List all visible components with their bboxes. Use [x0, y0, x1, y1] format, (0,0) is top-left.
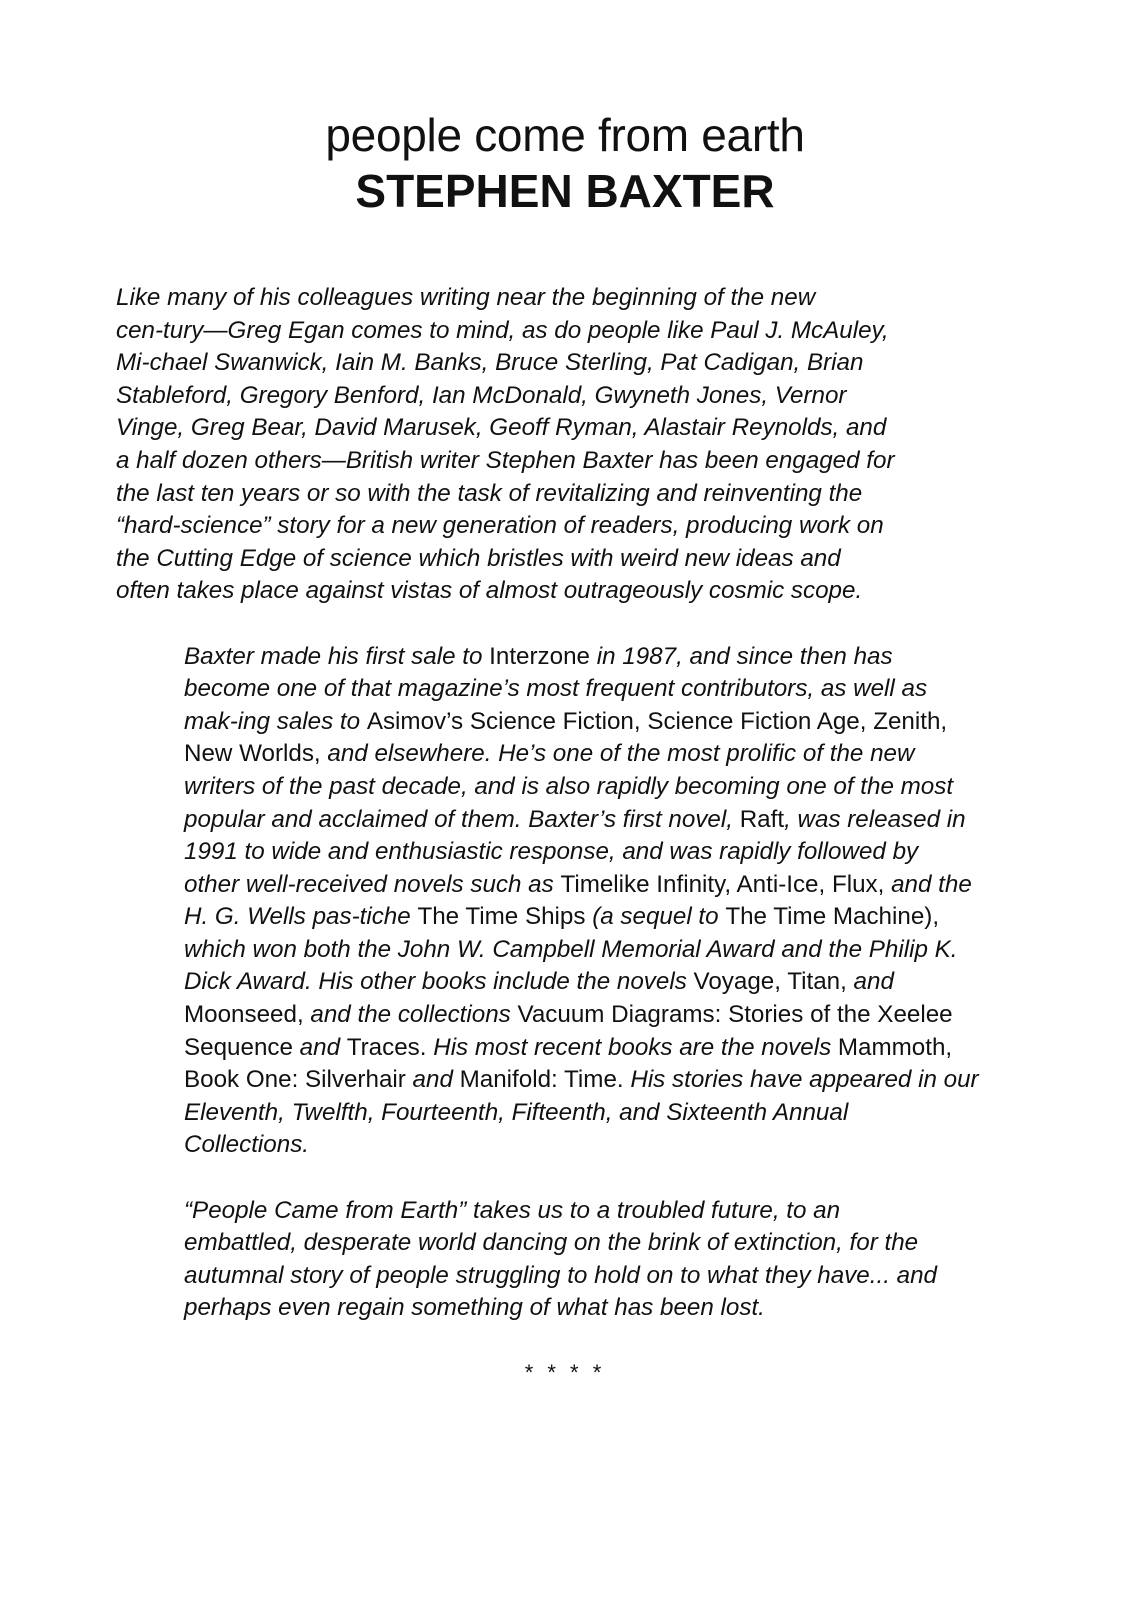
- text-line: [116, 1032, 1021, 1065]
- text-line: [116, 999, 1021, 1032]
- text-line: 1991 to wide and enthusiastic response, and was rapidly followed by: [184, 838, 919, 866]
- section-separator: * * * *: [524, 1360, 606, 1385]
- intro-paragraph-3: [116, 1195, 1021, 1325]
- text-run: popular and acclaimed of them. Baxter’s first novel,: [184, 805, 740, 833]
- text-run: in 1987, and since then has: [590, 642, 893, 670]
- text-run: other well-received novels such as: [184, 870, 561, 898]
- title-reference: Traces.: [346, 1033, 427, 1061]
- text-line: Stableford, Gregory Benford, Ian McDonald, Gwyneth Jones, Vernor: [116, 381, 847, 409]
- text-line: [116, 641, 1021, 674]
- title-reference: Moonseed,: [184, 1001, 304, 1029]
- text-line: often takes place against vistas of almost outrageously cosmic scope.: [116, 577, 863, 605]
- title-reference: Mammoth,: [837, 1033, 953, 1061]
- text-line: Like many of his colleagues writing near the beginning of the new: [116, 284, 816, 311]
- text-run: , was released in: [784, 805, 966, 833]
- text-line: Mi-chael Swanwick, Iain M. Banks, Bruce Sterling, Pat Cadigan, Brian: [116, 349, 864, 377]
- text-run: (a sequel to: [585, 903, 726, 931]
- text-line: Vinge, Greg Bear, David Marusek, Geoff Ryman, Alastair Reynolds, and: [116, 414, 887, 442]
- text-run: and: [292, 1033, 347, 1061]
- text-run: and elsewhere. He’s one of the most prolific of the new: [320, 740, 915, 768]
- text-line: Collections.: [184, 1131, 310, 1159]
- text-line: “hard-science” story for a new generation of readers, producing work on: [116, 512, 884, 540]
- title-reference: The Time Ships: [417, 903, 586, 931]
- text-line: [116, 706, 1021, 739]
- text-run: His stories have appeared in our: [623, 1066, 979, 1094]
- text-line: a half dozen others—British writer Stephen Baxter has been engaged for: [116, 446, 895, 474]
- text-line: [116, 738, 1021, 771]
- text-run: and the collections: [303, 1001, 518, 1029]
- text-line: which won both the John W. Campbell Memorial Award and the Philip K.: [184, 935, 958, 963]
- text-run: Baxter made his first sale to: [184, 642, 490, 670]
- text-line: “People Came from Earth” takes us to a troubled future, to an: [184, 1196, 841, 1224]
- text-line: become one of that magazine’s most frequent contributors, as well as: [184, 675, 928, 703]
- title-reference: Asimov’s Science Fiction, Science Fiction Age, Zenith,: [366, 707, 948, 735]
- title-reference: Book One: Silverhair: [184, 1066, 406, 1094]
- text-run: ),: [924, 903, 940, 931]
- text-line: the last ten years or so with the task of revitalizing and reinventing the: [116, 479, 863, 507]
- title-reference: Interzone: [489, 642, 591, 670]
- title-reference: Voyage, Titan,: [693, 968, 847, 996]
- text-line: autumnal story of people struggling to hold on to what they have... and: [184, 1261, 937, 1289]
- text-line: [116, 869, 1021, 902]
- author-name: STEPHEN BAXTER: [355, 165, 775, 217]
- title-reference: Manifold: Time.: [459, 1066, 624, 1094]
- title-reference: New Worlds,: [184, 740, 321, 768]
- text-run: mak-ing sales to: [184, 707, 367, 735]
- title-reference: Sequence: [184, 1033, 293, 1061]
- text-line: perhaps even regain something of what has been lost.: [184, 1294, 765, 1322]
- text-line: [116, 1064, 1021, 1097]
- text-run: and the: [884, 870, 972, 898]
- title-reference: Timelike Infinity, Anti-Ice, Flux,: [560, 870, 885, 898]
- text-run: H. G. Wells pas-tiche: [184, 903, 418, 931]
- text-run: Dick Award. His other books include the novels: [184, 968, 694, 996]
- text-line: [116, 966, 1021, 999]
- title-reference: The Time Machine: [725, 903, 925, 931]
- text-line: embattled, desperate world dancing on the brink of extinction, for the: [184, 1229, 919, 1257]
- intro-paragraph-1: [116, 282, 1021, 608]
- text-run: His most recent books are the novels: [426, 1033, 838, 1061]
- text-line: cen-tury—Greg Egan comes to mind, as do people like Paul J. McAuley,: [116, 316, 889, 344]
- text-line: Eleventh, Twelfth, Fourteenth, Fifteenth, and Sixteenth Annual: [184, 1098, 849, 1126]
- text-line: writers of the past decade, and is also rapidly becoming one of the most: [184, 772, 954, 800]
- title-reference: Raft: [739, 805, 785, 833]
- title-reference: Vacuum Diagrams: Stories of the Xeelee: [517, 1001, 953, 1029]
- text-line: the Cutting Edge of science which bristles with weird new ideas and: [116, 544, 841, 572]
- intro-paragraph-2: [116, 641, 1021, 1163]
- text-run: and: [405, 1066, 460, 1094]
- text-run: and: [846, 968, 894, 996]
- story-title: people come from earth: [325, 109, 805, 161]
- text-line: [116, 901, 1021, 934]
- introduction: [116, 282, 1021, 1325]
- text-line: [116, 804, 1021, 837]
